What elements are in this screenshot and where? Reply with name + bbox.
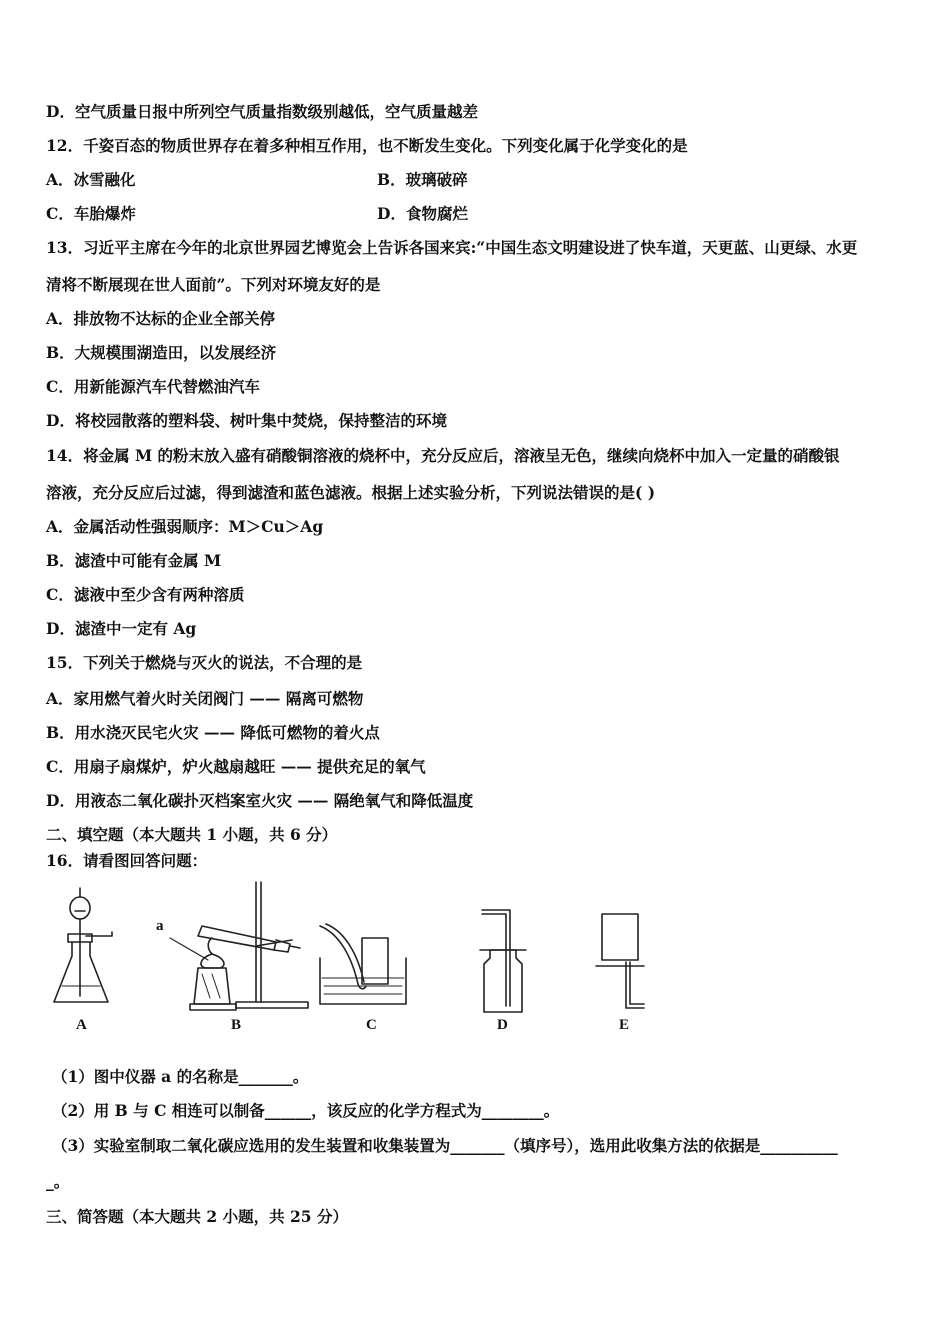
apparatus-a-flask-with-funnel (54, 888, 112, 1002)
q16-sub3: （3）实验室制取二氧化碳应选用的发生装置和收集装置为_______（填序号），选用此收集方法的依据是__________ (52, 1136, 838, 1155)
caption-a: A (76, 1017, 87, 1033)
caption-d: D (497, 1017, 508, 1033)
q14-option-d: D．滤渣中一定有 Ag (46, 619, 197, 638)
q13-option-b: B．大规模围湖造田，以发展经济 (46, 343, 277, 362)
apparatus-c-water-trough (320, 924, 406, 1004)
caption-c: C (366, 1017, 377, 1033)
q13-option-d: D．将校园散落的塑料袋、树叶集中焚烧，保持整洁的环境 (46, 411, 447, 430)
q14-stem-line1: 14．将金属 M 的粉末放入盛有硝酸铜溶液的烧杯中，充分反应后，溶液呈无色，继续向烧杯中加入一定量的硝酸银 (46, 446, 840, 465)
q13-option-a: A．排放物不达标的企业全部关停 (46, 309, 276, 328)
q12-stem: 12．千姿百态的物质世界存在着多种相互作用，也不断发生变化。下列变化属于化学变化的是 (46, 136, 688, 155)
apparatus-d-bottle (480, 910, 526, 1012)
label-a: a (156, 918, 164, 934)
apparatus-b-heating-setup (170, 882, 308, 1010)
q15-option-a: A．家用燃气着火时关闭阀门 —— 隔离可燃物 (46, 689, 364, 708)
q14-option-a: A．金属活动性强弱顺序：M＞Cu＞Ag (46, 517, 324, 536)
q12-option-b: B．玻璃破碎 (377, 170, 468, 189)
q11-option-d: D．空气质量日报中所列空气质量指数级别越低，空气质量越差 (46, 102, 478, 121)
q16-sub3-tail: _。 (46, 1172, 70, 1191)
q13-stem-line1: 13．习近平主席在今年的北京世界园艺博览会上告诉各国来宾:“中国生态文明建设进了快车道，天更蓝、山更绿、水更 (46, 238, 858, 257)
q13-option-c: C．用新能源汽车代替燃油汽车 (46, 377, 260, 396)
q15-stem: 15．下列关于燃烧与灭火的说法，不合理的是 (46, 653, 363, 672)
q14-stem-line2: 溶液，充分反应后过滤，得到滤渣和蓝色滤液。根据上述实验分析，下列说法错误的是( ) (46, 483, 656, 502)
q12-option-a: A．冰雪融化 (46, 170, 136, 189)
q12-option-c: C．车胎爆炸 (46, 204, 136, 223)
section3-title: 三、简答题（本大题共 2 小题，共 25 分） (46, 1207, 348, 1226)
section2-title: 二、填空题（本大题共 1 小题，共 6 分） (46, 825, 338, 844)
q14-option-c: C．滤液中至少含有两种溶质 (46, 585, 245, 604)
q16-sub2: （2）用 B 与 C 相连可以制备______，该反应的化学方程式为________。 (52, 1101, 560, 1120)
caption-b: B (231, 1017, 242, 1033)
lab-apparatus-figure (40, 878, 660, 1018)
apparatus-e-inverted-bottle (596, 914, 644, 1008)
q13-stem-line2: 清将不断展现在世人面前”。下列对环境友好的是 (46, 275, 381, 294)
q16-sub1: （1）图中仪器 a 的名称是_______。 (52, 1067, 309, 1086)
q15-option-c: C．用扇子扇煤炉，炉火越扇越旺 —— 提供充足的氧气 (46, 757, 426, 776)
q12-option-d: D．食物腐烂 (377, 204, 468, 223)
q15-option-b: B．用水浇灭民宅火灾 —— 降低可燃物的着火点 (46, 723, 380, 742)
q15-option-d: D．用液态二氧化碳扑灭档案室火灾 —— 隔绝氧气和降低温度 (46, 791, 474, 810)
q14-option-b: B．滤渣中可能有金属 M (46, 551, 222, 570)
caption-e: E (619, 1017, 630, 1033)
q16-stem: 16．请看图回答问题： (46, 851, 208, 870)
